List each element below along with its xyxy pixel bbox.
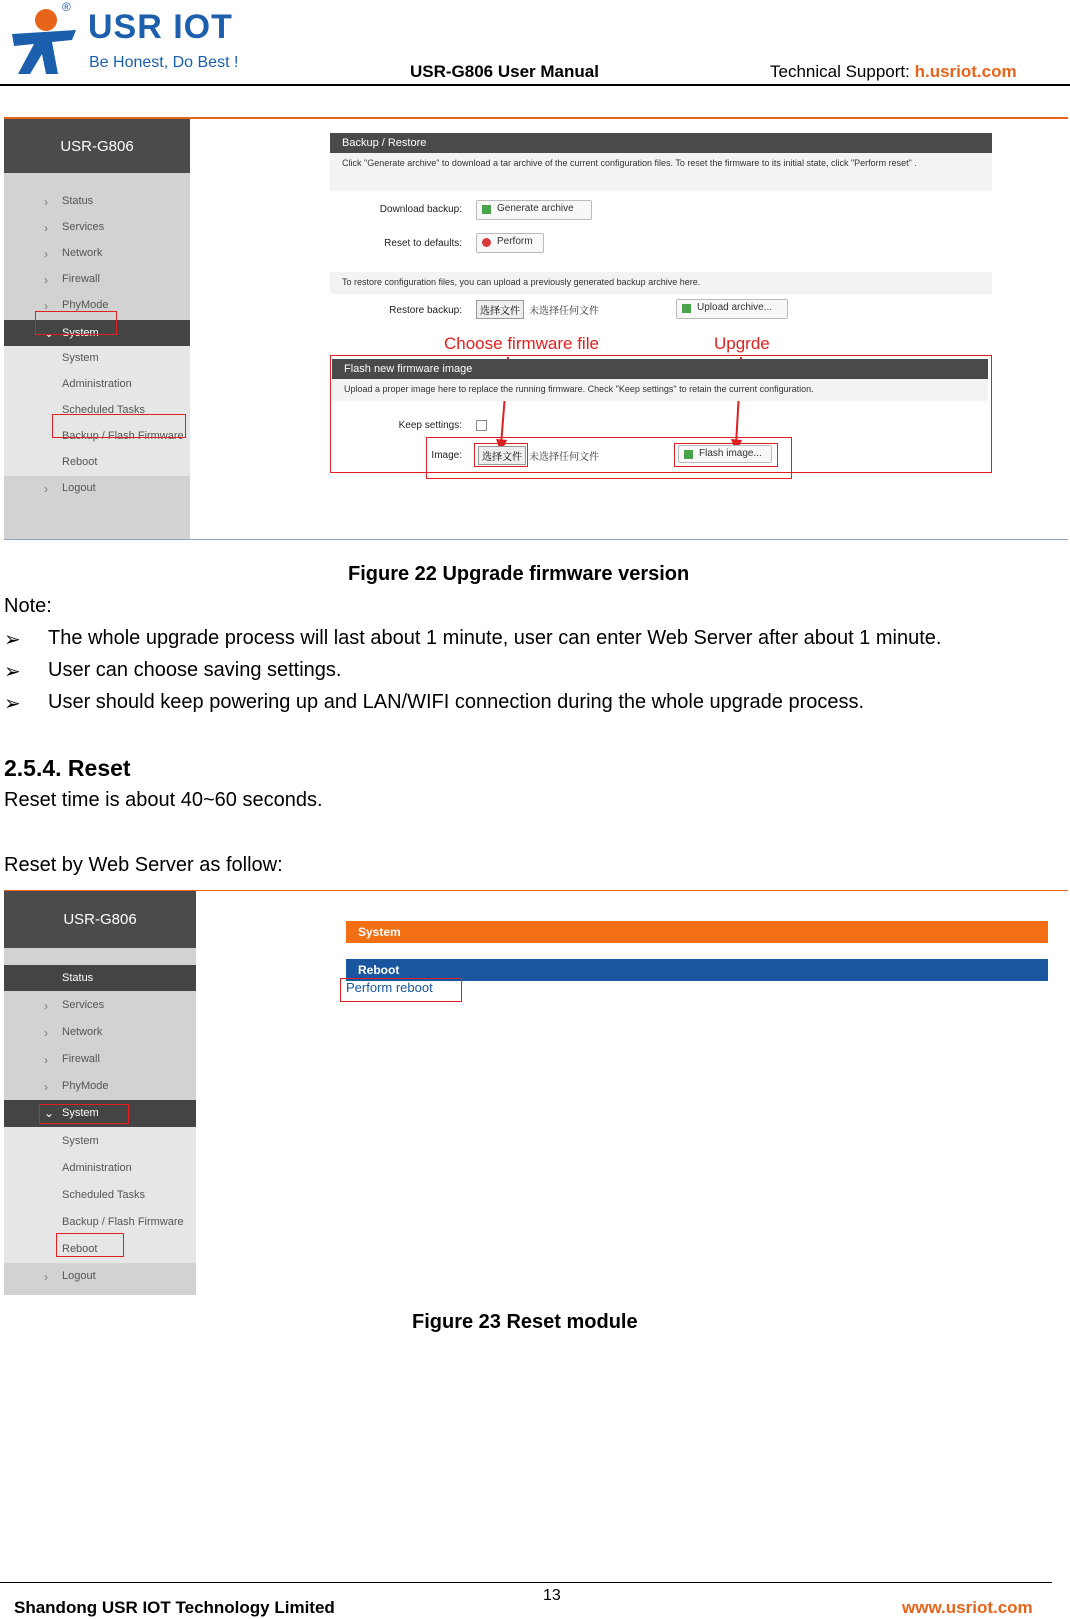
fig22-sub-scheduled-tasks[interactable]: Scheduled Tasks <box>62 404 145 416</box>
chevron-right-icon: › <box>44 999 48 1013</box>
perform-reset-button[interactable]: Perform <box>476 233 544 253</box>
flash-image-button[interactable]: Flash image... <box>678 445 772 463</box>
fig22-nav-firewall[interactable]: › Firewall <box>44 273 100 287</box>
chevron-right-icon: › <box>44 299 48 313</box>
annotation-upgrade: Upgrde <box>714 334 770 353</box>
chevron-right-icon: › <box>44 273 48 287</box>
fig22-sub-reboot[interactable]: Reboot <box>62 456 98 468</box>
chevron-right-icon: › <box>44 195 48 209</box>
note-item: User can choose saving settings. <box>48 659 342 681</box>
fig22-brand: USR-G806 <box>4 119 190 173</box>
fig23-nav-network[interactable]: › Network <box>44 1026 103 1040</box>
logo-figure-icon <box>6 4 84 80</box>
fig23-sub-system[interactable]: System <box>62 1135 99 1147</box>
fig23-nav-services[interactable]: › Services <box>44 999 105 1013</box>
keep-settings-checkbox[interactable] <box>476 420 487 431</box>
reset-by-web-text: Reset by Web Server as follow: <box>4 854 283 876</box>
chevron-right-icon: › <box>44 247 48 261</box>
system-header-bar: System <box>346 921 1048 943</box>
fig23-sub-reboot[interactable]: Reboot <box>62 1243 98 1255</box>
restore-description: To restore configuration files, you can upload a previously generated backup archive here. <box>330 272 992 294</box>
fig22-nav-network[interactable]: › Network <box>44 247 103 261</box>
fig23-nav-logout[interactable]: › Logout <box>44 1270 96 1284</box>
support-info <box>770 62 1017 82</box>
perform-reboot-link[interactable]: Perform reboot <box>346 980 433 995</box>
figure22-caption: Figure 22 Upgrade firmware version <box>348 563 690 585</box>
chevron-down-icon: ⌄ <box>44 1106 55 1120</box>
flash-icon <box>684 450 693 459</box>
note-item: The whole upgrade process will last about 1 minute, user can enter Web Server after about 1 minute. <box>48 627 942 649</box>
fig22-nav-logout[interactable]: › Logout <box>44 482 96 496</box>
logo-text: USR IOT <box>88 8 233 46</box>
fig22-sub-administration[interactable]: Administration <box>62 378 132 390</box>
note-bullet-icon: ➢ <box>4 693 21 715</box>
note-bullet-icon: ➢ <box>4 629 21 651</box>
chevron-right-icon: › <box>44 1053 48 1067</box>
fig23-nav-firewall[interactable]: › Firewall <box>44 1053 100 1067</box>
fig23-sub-scheduled-tasks[interactable]: Scheduled Tasks <box>62 1189 145 1201</box>
chevron-right-icon: › <box>44 1080 48 1094</box>
header-divider <box>0 84 1070 86</box>
logo <box>6 4 84 80</box>
support-url[interactable]: h.usriot.com <box>914 62 1017 81</box>
flash-description: Upload a proper image here to replace the running firmware. Check "Keep settings" to retain the current configuration. <box>332 379 988 401</box>
figure23-caption: Figure 23 Reset module <box>412 1311 638 1333</box>
chevron-right-icon: › <box>44 482 48 496</box>
footer-url[interactable]: www.usriot.com <box>902 1598 1033 1617</box>
figure22-screenshot <box>4 119 1068 539</box>
fig23-sub-administration[interactable]: Administration <box>62 1162 132 1174</box>
doc-title: USR-G806 User Manual <box>410 62 599 81</box>
footer-company: Shandong USR IOT Technology Limited <box>14 1598 335 1617</box>
perform-reboot-highlight <box>340 978 462 1002</box>
chevron-down-icon: ⌄ <box>44 326 55 340</box>
generate-archive-button[interactable]: Generate archive <box>476 200 592 220</box>
backup-description: Click "Generate archive" to download a tar archive of the current configuration files. To reset the firmware to its initial state, click "Perform reset" . <box>330 153 992 191</box>
note-bullet-icon: ➢ <box>4 661 21 683</box>
fig22-nav-status[interactable]: › Status <box>44 195 94 209</box>
upload-archive-button[interactable]: Upload archive... <box>676 299 788 319</box>
reboot-header-bar: Reboot <box>346 959 1048 981</box>
section-heading: 2.5.4. Reset <box>4 755 131 781</box>
fig22-bottom-border <box>4 539 1068 540</box>
fig22-sub-backup-flash[interactable]: Backup / Flash Firmware <box>62 430 184 442</box>
download-backup-label: Download backup: <box>379 204 462 215</box>
fig23-nav-system[interactable]: ⌄ System <box>4 1100 196 1127</box>
page-number: 13 <box>543 1587 561 1604</box>
reset-time-text: Reset time is about 40~60 seconds. <box>4 789 323 811</box>
footer-divider <box>0 1582 1052 1583</box>
firmware-file-button[interactable]: 选择文件 <box>478 446 526 465</box>
fig23-nav-status[interactable]: Status <box>4 965 196 991</box>
fig23-sub-backup-flash[interactable]: Backup / Flash Firmware <box>62 1216 184 1228</box>
fig22-nav-phymode[interactable]: › PhyMode <box>44 299 109 313</box>
note-label: Note: <box>4 595 52 617</box>
fig22-nav-system[interactable]: ⌄ System <box>4 320 190 346</box>
restore-file-status: 未选择任何文件 <box>529 306 599 317</box>
flash-title-bar: Flash new firmware image <box>332 359 988 379</box>
fig23-brand: USR-G806 <box>4 891 196 948</box>
backup-title-bar: Backup / Restore <box>330 133 992 153</box>
logo-tagline: Be Honest, Do Best ! <box>89 54 239 71</box>
fig23-nav-phymode[interactable]: › PhyMode <box>44 1080 109 1094</box>
fig22-nav-services[interactable]: › Services <box>44 221 105 235</box>
chevron-right-icon: › <box>44 1026 48 1040</box>
restore-backup-label: Restore backup: <box>389 305 462 316</box>
chevron-right-icon: › <box>44 221 48 235</box>
registered-icon: ® <box>62 0 71 14</box>
annotation-choose-file: Choose firmware file <box>444 334 599 353</box>
fig23-highlight-system <box>39 1104 129 1124</box>
chevron-right-icon: › <box>44 1270 48 1284</box>
fig22-sub-system[interactable]: System <box>62 352 99 364</box>
reset-defaults-label: Reset to defaults: <box>384 238 462 249</box>
fig23-sidebar <box>4 891 196 1295</box>
keep-settings-label: Keep settings: <box>398 420 462 431</box>
image-label: Image: <box>431 450 462 461</box>
note-item: User should keep powering up and LAN/WIFI connection during the whole upgrade process. <box>48 691 865 713</box>
support-label: Technical Support: <box>770 62 915 81</box>
firmware-file-status: 未选择任何文件 <box>529 452 599 463</box>
fig23-highlight-reboot <box>56 1233 124 1257</box>
figure23-screenshot <box>4 891 1068 1295</box>
restore-file-button[interactable]: 选择文件 <box>476 300 524 319</box>
